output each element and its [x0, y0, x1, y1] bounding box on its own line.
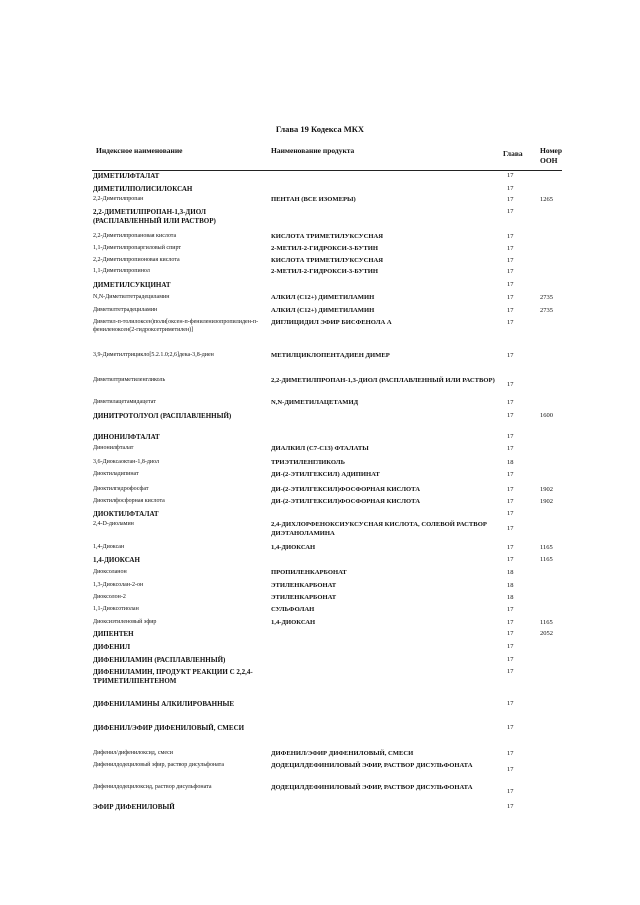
index-name-cell: Диоксоланон [93, 569, 127, 575]
index-name-cell: Диметилтриметиленгликоль [93, 377, 166, 383]
index-name-cell: Диметил-п-толилоксен)поли[оксен-п-фениленизопропилиден-п-фениленоксен(2-гидроксетриметилен)] [93, 319, 259, 333]
index-name-cell: 2,2-Диметилпропан [93, 196, 144, 202]
chapter-cell: 17 [507, 700, 514, 707]
index-name-cell: Дифенилдодециловый эфир, раствор дисульфоната [93, 762, 225, 768]
index-name-cell: Дифенил/дифенилоксид, смеси [93, 750, 174, 756]
index-name-cell: ДИФЕНИЛ [93, 643, 131, 651]
chapter-cell: 17 [507, 498, 514, 505]
header-un-number-line1: Номер [540, 146, 563, 155]
chapter-cell: 17 [507, 724, 514, 731]
index-name-cell: Диметилацетамидацетат [93, 399, 156, 405]
un-number-cell: 1165 [540, 619, 553, 626]
index-name-cell: 3,9-Диметилтрицикло[5.2.1.0;2,6]дека-3,8-диен [93, 352, 214, 358]
index-name-cell: 1,1-Диметилпропинол [93, 268, 150, 274]
chapter-cell: 17 [507, 510, 514, 517]
index-name-cell: N,N-Диметилтетрадециламин [93, 294, 170, 300]
chapter-cell: 17 [507, 172, 514, 179]
un-number-cell: 1902 [540, 486, 553, 493]
chapter-cell: 17 [507, 471, 514, 478]
index-name-cell: Диоктилфосфорная кислота [93, 498, 165, 504]
chapter-cell: 17 [507, 352, 514, 359]
index-name-cell: ДИНОНИЛФТАЛАТ [93, 433, 160, 441]
index-name-cell: 1,4-Диоксан [93, 544, 125, 550]
index-name-cell: Диоксиэтиленовый эфир [93, 619, 157, 625]
index-name-cell: ДИОКТИЛФТАЛАТ [93, 510, 159, 518]
product-name-cell: КИСЛОТА ТРИМЕТИЛУКСУСНАЯ [271, 257, 384, 264]
un-number-cell: 1265 [540, 196, 553, 203]
index-name-cell: ДИМЕТИЛФТАЛАТ [93, 172, 160, 180]
product-name-cell: ДИФЕНИЛ/ЭФИР ДИФЕНИЛОВЫЙ, СМЕСИ [271, 750, 414, 757]
chapter-cell: 17 [507, 399, 514, 406]
chapter-cell: 17 [507, 766, 514, 773]
product-name-cell: ЭТИЛЕНКАРБОНАТ [271, 594, 337, 601]
un-number-cell: 1165 [540, 544, 553, 551]
product-name-cell: ПРОПИЛЕНКАРБОНАТ [271, 569, 347, 576]
header-product-name: Наименование продукта [271, 146, 355, 155]
index-name-cell: Диоктиладипинат [93, 471, 139, 477]
product-name-cell: ЭТИЛЕНКАРБОНАТ [271, 582, 337, 589]
chapter-cell: 17 [507, 630, 514, 637]
chapter-cell: 17 [507, 381, 514, 388]
product-name-cell: 2-МЕТИЛ-2-ГИДРОКСИ-3-БУТИН [271, 268, 379, 275]
index-name-cell: ДИПЕНТЕН [93, 630, 134, 638]
index-name-cell: Диметилтетрадециламин [93, 307, 158, 313]
index-name-cell: Диоктилгидрофосфат [93, 486, 149, 492]
index-name-cell: 1,4-ДИОКСАН [93, 556, 140, 564]
page-title: Глава 19 Кодекса МКХ [275, 124, 365, 134]
header-un-number [540, 146, 562, 166]
chapter-cell: 17 [507, 544, 514, 551]
product-name-cell: ПЕНТАН (ВСЕ ИЗОМЕРЫ) [271, 196, 356, 203]
product-name-cell: АЛКИЛ (C12+) ДИМЕТИЛАМИН [271, 307, 375, 314]
product-name-cell: 1,4-ДИОКСАН [271, 544, 316, 551]
chapter-cell: 17 [507, 257, 514, 264]
chapter-cell: 17 [507, 294, 514, 301]
product-name-cell: 1,4-ДИОКСАН [271, 619, 316, 626]
product-name-cell: ДИ-(2-ЭТИЛГЕКСИЛ)ФОСФОРНАЯ КИСЛОТА [271, 486, 420, 493]
product-name-cell: 2,2-ДИМЕТИЛПРОПАН-1,3-ДИОЛ (РАСПЛАВЛЕННЫЙ ИЛИ РАСТВОР) [271, 377, 495, 384]
chapter-cell: 17 [507, 606, 514, 613]
product-name-cell: ДИ-(2-ЭТИЛГЕКСИЛ)ФОСФОРНАЯ КИСЛОТА [271, 498, 420, 505]
index-name-cell: Динонилфталат [93, 445, 134, 451]
index-name-cell: Диоксолон-2 [93, 594, 126, 600]
index-name-cell: ДИФЕНИЛАМИНЫ АЛКИЛИРОВАННЫЕ [93, 700, 235, 708]
chapter-cell: 17 [507, 556, 514, 563]
product-name-cell: ТРИЭТИЛЕНГЛИКОЛЬ [271, 459, 345, 466]
index-name-cell: ДИФЕНИЛАМИН (РАСПЛАВЛЕННЫЙ) [93, 656, 226, 664]
chapter-cell: 17 [507, 788, 514, 795]
product-name-cell: 2-МЕТИЛ-2-ГИДРОКСИ-3-БУТИН [271, 245, 379, 252]
chapter-cell: 17 [507, 307, 514, 314]
index-name-cell: Дифенилдодецилоксид, раствор дисульфоната [93, 784, 212, 790]
index-name-cell: 2,2-ДИМЕТИЛПРОПАН-1,3-ДИОЛ (РАСПЛАВЛЕННЫЙ ИЛИ РАСТВОР) [93, 208, 216, 225]
product-name-cell: СУЛЬФОЛАН [271, 606, 315, 613]
header-index-name: Индексное наименование [96, 146, 183, 155]
product-name-cell: МЕТИЛЦИКЛОПЕНТАДИЕН ДИМЕР [271, 352, 390, 359]
index-name-cell: 2,2-Диметилпропановая кислота [93, 233, 177, 239]
chapter-cell: 18 [507, 582, 514, 589]
index-name-cell: 1,3-Диоксолан-2-он [93, 582, 144, 588]
un-number-cell: 1600 [540, 412, 553, 419]
un-number-cell: 2735 [540, 294, 553, 301]
product-name-cell: ДОДЕЦИЛДЕФИНИЛОВЫЙ ЭФИР, РАСТВОР ДИСУЛЬФОНАТА [271, 784, 473, 791]
chapter-cell: 17 [507, 525, 514, 532]
index-name-cell: ДИМЕТИЛСУКЦИНАТ [93, 281, 171, 289]
index-name-cell: 3,6-Диоксаоктан-1,8-диол [93, 459, 160, 465]
index-name-cell: ЭФИР ДИФЕНИЛОВЫЙ [93, 803, 175, 811]
header-rule [92, 170, 562, 171]
chapter-cell: 17 [507, 656, 514, 663]
chapter-cell: 17 [507, 185, 514, 192]
un-number-cell: 1902 [540, 498, 553, 505]
chapter-cell: 18 [507, 569, 514, 576]
un-number-cell: 2052 [540, 630, 553, 637]
chapter-cell: 17 [507, 245, 514, 252]
index-name-cell: ДИФЕНИЛ/ЭФИР ДИФЕНИЛОВЫЙ, СМЕСИ [93, 724, 245, 732]
chapter-cell: 17 [507, 750, 514, 757]
product-name-cell: 2,4-ДИХЛОРФЕНОКСИУКСУСНАЯ КИСЛОТА, СОЛЕВОЙ РАСТВОР ДИЭТАНОЛАМИНА [271, 521, 487, 537]
product-name-cell: АЛКИЛ (C12+) ДИМЕТИЛАМИН [271, 294, 375, 301]
index-name-cell: 1,1-Диметилпропаргиловый спирт [93, 245, 182, 251]
chapter-cell: 17 [507, 668, 514, 675]
header-un-number-line2: ООН [540, 156, 558, 165]
product-name-cell: ДОДЕЦИЛДЕФИНИЛОВЫЙ ЭФИР, РАСТВОР ДИСУЛЬФОНАТА [271, 762, 473, 769]
index-name-cell: 2,2-Диметилпропионовая кислота [93, 257, 180, 263]
index-name-cell: 2,4-D-диоламин [93, 521, 134, 527]
index-name-cell: ДИМЕТИЛПОЛИСИЛОКСАН [93, 185, 193, 193]
chapter-cell: 17 [507, 196, 514, 203]
index-name-cell: 1,1-Диоксотиолан [93, 606, 139, 612]
product-name-cell: ДИГЛИЦИДИЛ ЭФИР БИСФЕНОЛА А [271, 319, 392, 326]
chapter-cell: 17 [507, 268, 514, 275]
chapter-cell: 17 [507, 433, 514, 440]
chapter-cell: 17 [507, 281, 514, 288]
chapter-cell: 17 [507, 803, 514, 810]
index-name-cell: ДИНИТРОТОЛУОЛ (РАСПЛАВЛЕННЫЙ) [93, 412, 232, 420]
chapter-cell: 17 [507, 619, 514, 626]
chapter-cell: 17 [507, 643, 514, 650]
product-name-cell: ДИ-(2-ЭТИЛГЕКСИЛ) АДИПИНАТ [271, 471, 380, 478]
product-name-cell: ДИАЛКИЛ (С7-С13) ФТАЛАТЫ [271, 445, 369, 452]
header-chapter: Глава [503, 149, 523, 158]
chapter-cell: 17 [507, 233, 514, 240]
chapter-cell: 17 [507, 208, 514, 215]
chapter-cell: 17 [507, 486, 514, 493]
index-name-cell: ДИФЕНИЛАМИН, ПРОДУКТ РЕАКЦИИ С 2,2,4-ТРИМЕТИЛПЕНТЕНОМ [93, 668, 253, 685]
chapter-cell: 17 [507, 412, 514, 419]
product-name-cell: N,N-ДИМЕТИЛАЦЕТАМИД [271, 399, 359, 406]
chapter-cell: 17 [507, 445, 514, 452]
product-name-cell: КИСЛОТА ТРИМЕТИЛУКСУСНАЯ [271, 233, 384, 240]
chapter-cell: 18 [507, 459, 514, 466]
chapter-cell: 17 [507, 319, 514, 326]
un-number-cell: 1165 [540, 556, 553, 563]
chapter-cell: 18 [507, 594, 514, 601]
un-number-cell: 2735 [540, 307, 553, 314]
